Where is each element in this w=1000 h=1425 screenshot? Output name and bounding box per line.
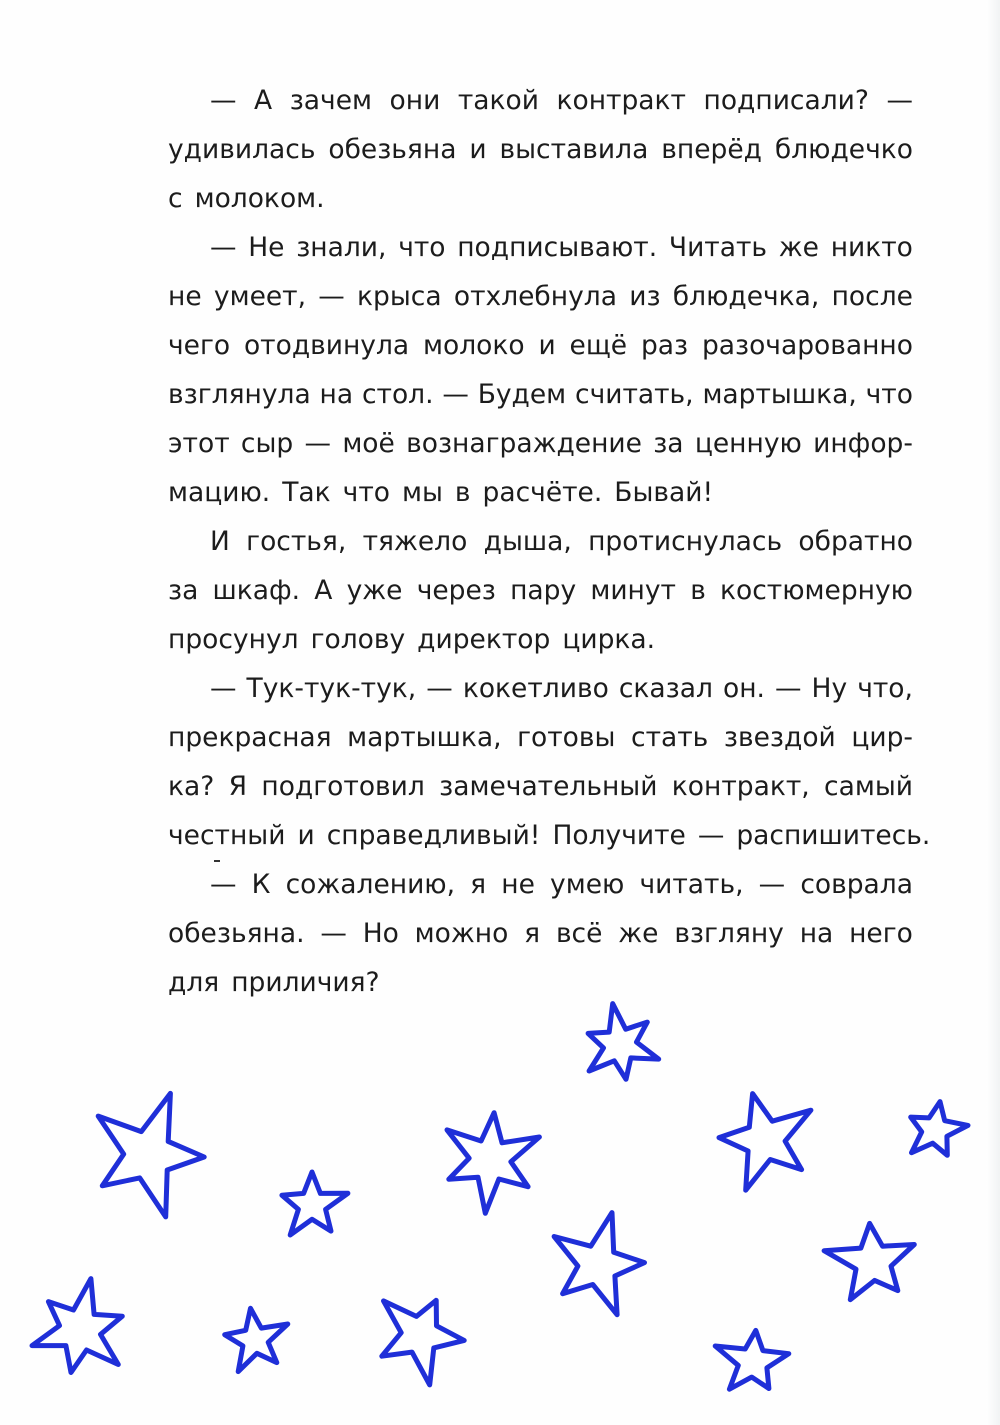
word: инфор-: [813, 428, 913, 459]
word: всё: [555, 918, 603, 949]
word: звездой: [723, 722, 836, 753]
star-icon: [98, 1093, 204, 1217]
word: распишитесь.: [736, 820, 931, 851]
word: —: [210, 85, 237, 116]
word: ещё: [569, 330, 628, 361]
star-icon: [225, 1308, 288, 1371]
word: моё: [342, 428, 395, 459]
word: взгляну: [674, 918, 784, 949]
word: блюдечка,: [672, 281, 820, 312]
word: Читать: [668, 232, 768, 263]
word: обезьяна: [328, 134, 457, 165]
word: я: [470, 869, 487, 900]
word: же: [778, 232, 819, 263]
word: Но: [362, 918, 399, 949]
word: крыса: [357, 281, 442, 312]
star-icon: [824, 1223, 914, 1299]
word: гостья,: [246, 526, 347, 557]
word: читать,: [639, 869, 744, 900]
word: контракт,: [671, 771, 810, 802]
word: —: [318, 281, 345, 312]
word: Не: [248, 232, 285, 263]
word: можно: [414, 918, 509, 949]
word: —: [442, 379, 469, 410]
word: обратно: [798, 526, 913, 557]
word: из: [629, 281, 661, 312]
word: что: [865, 379, 913, 410]
star-icon: [588, 1004, 659, 1080]
word: подписывают.: [457, 232, 658, 263]
word: подготовил: [261, 771, 425, 802]
word: знали,: [296, 232, 387, 263]
word: для: [168, 967, 220, 998]
star-icon: [715, 1330, 789, 1389]
word: мы: [401, 477, 443, 508]
word: —: [426, 673, 453, 704]
word: удивилась: [168, 134, 316, 165]
word: же: [618, 918, 659, 949]
star-icon: [447, 1113, 539, 1214]
word: сожалению,: [285, 869, 456, 900]
word: контракт: [556, 85, 686, 116]
word: взглянула: [168, 379, 311, 410]
word: —: [304, 428, 332, 459]
word: А: [254, 85, 273, 116]
word: молоко: [423, 330, 525, 361]
word: замечательный: [439, 771, 658, 802]
word: костюмерную: [720, 575, 913, 606]
word: такой: [457, 85, 539, 116]
word: зачем: [289, 85, 372, 116]
word: ка?: [168, 771, 215, 802]
word: К: [251, 869, 271, 900]
word: они: [389, 85, 441, 116]
word: что: [342, 477, 390, 508]
word: в: [690, 575, 706, 606]
word: пару: [510, 575, 577, 606]
word: в: [454, 477, 471, 508]
word: за: [653, 428, 684, 459]
word: приличия?: [231, 967, 380, 998]
word: уже: [346, 575, 403, 606]
word: И: [210, 526, 230, 557]
word: дыша,: [483, 526, 572, 557]
word: вознаграждение: [406, 428, 642, 459]
word: на: [799, 918, 834, 949]
word: отхлебнула: [453, 281, 617, 312]
word: стать: [631, 722, 709, 753]
word: умею: [550, 869, 625, 900]
word: вперёд: [661, 134, 762, 165]
star-icon: [554, 1213, 644, 1315]
word: Получите: [552, 820, 686, 851]
word: честный: [168, 820, 286, 851]
word: и: [538, 330, 556, 361]
word: самый: [824, 771, 913, 802]
word: цир-: [851, 722, 913, 753]
star-icon: [282, 1172, 348, 1235]
word: справедливый!: [326, 820, 541, 851]
word: —: [758, 869, 786, 900]
word: голову: [310, 624, 406, 655]
word: просунул: [168, 624, 299, 655]
word: А: [314, 575, 333, 606]
word: —: [697, 820, 725, 851]
word: —: [320, 918, 347, 949]
word: соврала: [800, 869, 913, 900]
word: мартышка,: [702, 379, 857, 410]
word: этот: [168, 428, 230, 459]
word: мацию.: [168, 477, 271, 508]
word: тяжело: [362, 526, 468, 557]
star-icon: [719, 1094, 811, 1191]
star-icon: [32, 1279, 122, 1373]
word: разочарованно: [701, 330, 913, 361]
word: расчёте.: [482, 477, 603, 508]
word: считать,: [575, 379, 694, 410]
word: блюдечко: [774, 134, 913, 165]
word: подписали?: [703, 85, 869, 116]
word: я: [524, 918, 541, 949]
word: умеет,: [213, 281, 307, 312]
word: что,: [857, 673, 913, 704]
word: кокетливо: [462, 673, 609, 704]
word: раз: [640, 330, 689, 361]
word: шкаф.: [212, 575, 301, 606]
word: —: [210, 869, 237, 900]
word: обезьяна.: [168, 918, 305, 949]
word: молоком.: [194, 183, 325, 214]
word: он.: [722, 673, 765, 704]
word: и: [469, 134, 487, 165]
word: Будем: [477, 379, 567, 410]
word: не: [168, 281, 202, 312]
word: Тук-тук-тук,: [246, 673, 417, 704]
word: ценную: [694, 428, 802, 459]
word: Ну: [811, 673, 848, 704]
word: с: [168, 183, 183, 214]
word: Бывай!: [614, 477, 714, 508]
word: не: [501, 869, 535, 900]
word: стол.: [361, 379, 434, 410]
word: мартышка,: [347, 722, 502, 753]
word: что: [398, 232, 446, 263]
star-icon: [382, 1300, 464, 1385]
word: сыр: [240, 428, 294, 459]
word: никто: [830, 232, 913, 263]
word: отодвинула: [243, 330, 410, 361]
word: —: [210, 232, 237, 263]
word: Так: [282, 477, 331, 508]
word: после: [831, 281, 913, 312]
word: на: [319, 379, 354, 410]
word: сказал: [618, 673, 713, 704]
word: прекрасная: [168, 722, 332, 753]
star-icon: [911, 1102, 968, 1156]
word: Я: [228, 771, 248, 802]
word: чего: [168, 330, 231, 361]
word: готовы: [517, 722, 616, 753]
word: него: [849, 918, 913, 949]
word: —: [210, 673, 237, 704]
word: за: [168, 575, 199, 606]
word: —: [775, 673, 802, 704]
word: и: [297, 820, 315, 851]
word: —: [886, 85, 913, 116]
word: директор: [417, 624, 551, 655]
word: минут: [590, 575, 676, 606]
word: выставила: [499, 134, 649, 165]
word: цирка.: [562, 624, 656, 655]
word: протиснулась: [588, 526, 783, 557]
word: через: [416, 575, 496, 606]
